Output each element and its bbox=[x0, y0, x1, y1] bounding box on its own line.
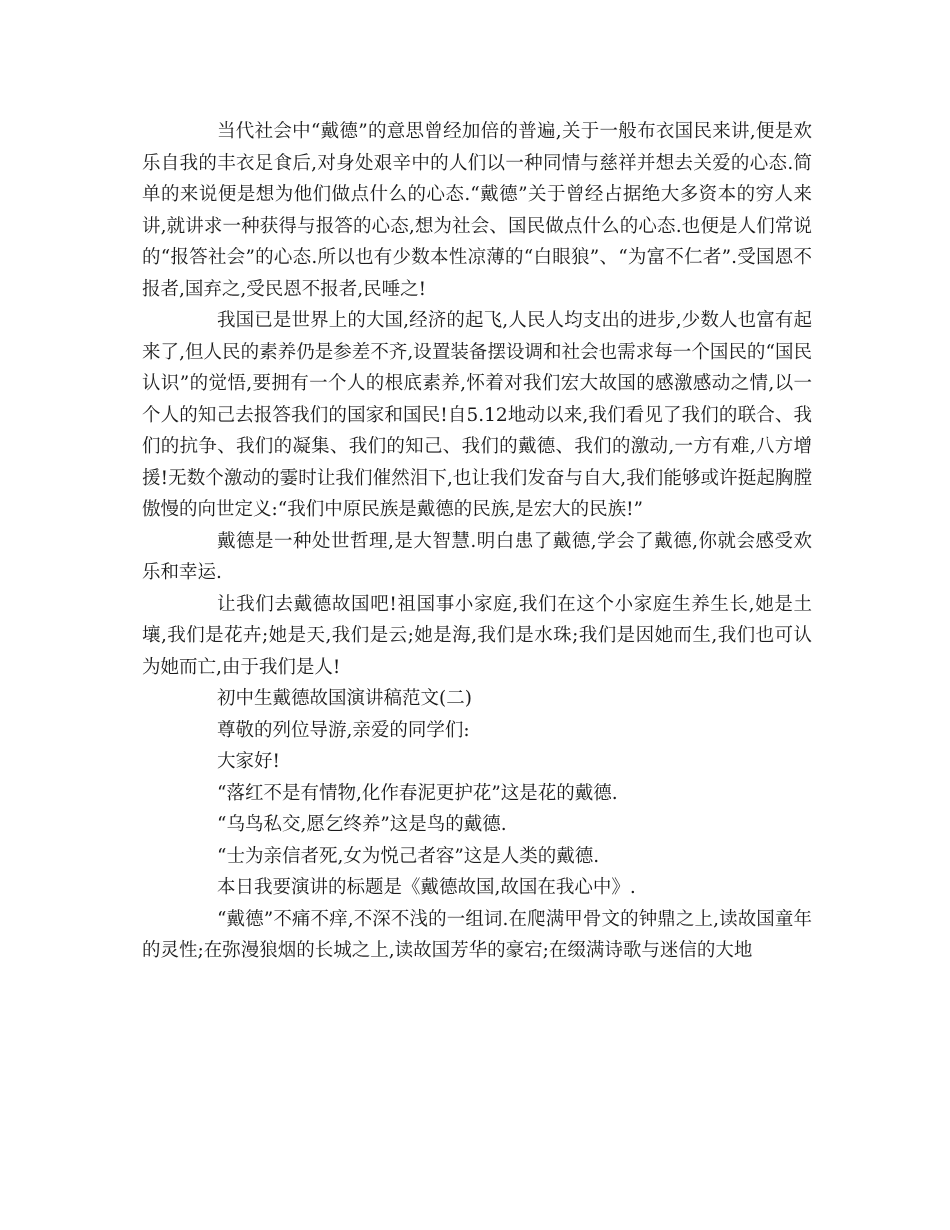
paragraph-thank-motherland: 让我们去戴德故国吧!祖国事小家庭,我们在这个小家庭生养生长,她是土壤,我们是花卉;她是天,我们是云;她是海,我们是水珠;我们是因她而生,我们也可认为她而亡,由于我们是人! bbox=[142, 593, 812, 678]
paragraph-philosophy: 戴德是一种处世哲理,是大智慧.明白患了戴德,学会了戴德,你就会感受欢乐和幸运. bbox=[142, 530, 812, 583]
paragraph-gratitude-meaning: 当代社会中“戴德”的意思曾经加倍的普遍,关于一般布衣国民来讲,便是欢乐自我的丰衣足食后,对身处艰辛中的人们以一种同情与慈祥并想去关爱的心态.简单的来说便是想为他们做点什么的心态.“戴德”关于曾经占据绝大多资本的穷人来讲,就讲求一种获得与报答的心态,想为社会、国民做点什么的心态.也便是人们常说的“报答社会”的心态.所以也有少数本性凉薄的“白眼狼”、“为富不仁者”.受国恩不报者,国弃之,受民恩不报者,民唾之! bbox=[142, 121, 812, 300]
greeting: 大家好! bbox=[217, 751, 280, 772]
paragraph-great-nation: 我国已是世界上的大国,经济的起飞,人民人均支出的进步,少数人也富有起来了,但人民的素养仍是参差不齐,设置装备摆设调和社会也需求每一个国民的“国民认识”的觉悟,要拥有一个人的根底素养,怀着对我们宏大故国的感激感动之情,以一个人的知己去报答我们的国家和国民!自5.12地动以来,我们看见了我们的联合、我们的抗争、我们的凝集、我们的知己、我们的戴德、我们的激动,一方有难,八方增援!无数个激动的霎时让我们催然泪下,也让我们发奋与自大,我们能够或许挺起胸膛傲慢的向世定义:“我们中原民族是戴德的民族,是宏大的民族!” bbox=[142, 310, 812, 520]
paragraph-gratitude-word: “戴德”不痛不痒,不深不浅的一组词.在爬满甲骨文的钟鼎之上,读故国童年的灵性;在弥漫狼烟的长城之上,读故国芳华的豪宕;在缀满诗歌与迷信的大地 bbox=[142, 908, 812, 961]
section-title: 初中生戴德故国演讲稿范文(二) bbox=[217, 688, 472, 709]
salutation: 尊敬的列位导游,亲爱的同学们: bbox=[217, 719, 470, 741]
quote-bird: “乌鸟私交,愿乞终养”这是鸟的戴德. bbox=[217, 814, 507, 835]
speech-topic: 本日我要演讲的标题是《戴德故国,故国在我心中》. bbox=[217, 877, 636, 898]
quote-flower: “落红不是有情物,化作春泥更护花”这是花的戴德. bbox=[217, 782, 618, 804]
quote-human: “士为亲信者死,女为悦己者容”这是人类的戴德. bbox=[217, 845, 600, 867]
document-body bbox=[142, 116, 812, 967]
